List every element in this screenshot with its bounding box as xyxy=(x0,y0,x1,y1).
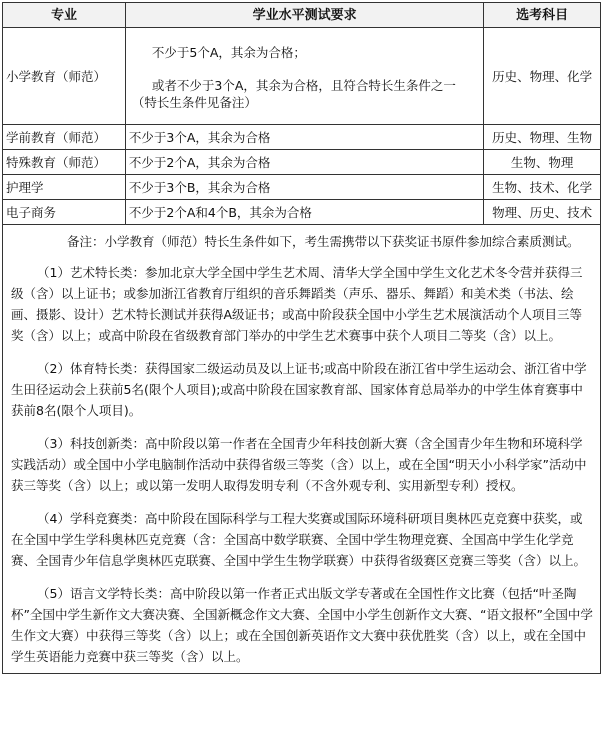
notes-row xyxy=(3,225,601,674)
major-cell: 学前教育（师范） xyxy=(3,125,126,150)
note-item-sports: （2）体育特长类：获得国家二级运动员及以上证书;或高中阶段在浙江省中学生运动会、浙江省中学生田径运动会上获前5名(限个人项目);或高中阶段在国家教育部、国家体育总局举办的中学生体育赛事中获前8名(限个人项目)。 xyxy=(11,361,587,418)
requirement-cell: 不少于2个A，其余为合格 xyxy=(125,150,483,175)
requirement-cell: 不少于2个A和4个B，其余为合格 xyxy=(125,200,483,225)
requirement-cell: 不少于3个A，其余为合格 xyxy=(125,125,483,150)
major-cell: 特殊教育（师范） xyxy=(3,150,126,175)
notes-cell xyxy=(3,225,601,674)
table-row xyxy=(3,150,601,175)
header-subjects: 选考科目 xyxy=(484,3,601,28)
major-cell: 电子商务 xyxy=(3,200,126,225)
note-item-science: （3）科技创新类：高中阶段以第一作者在全国青少年科技创新大赛（含全国青少年生物和环境科学实践活动）或全国中小学电脑制作活动中获得省级三等奖（含）以上，或在全国“明天小小科学家”活动中获三等奖（含）以上；或以第一发明人取得发明专利（不含外观专利、实用新型专利）授权。 xyxy=(11,436,587,493)
subjects-cell: 历史、物理、化学 xyxy=(484,28,601,125)
requirement-cell: 不少于3个B，其余为合格 xyxy=(125,175,483,200)
subjects-cell: 历史、物理、生物 xyxy=(484,125,601,150)
major-cell: 小学教育（师范） xyxy=(3,28,126,125)
requirement-cell xyxy=(125,28,483,125)
header-major: 专业 xyxy=(3,3,126,28)
table-row xyxy=(3,200,601,225)
table-row xyxy=(3,28,601,125)
note-item-art: （1）艺术特长类：参加北京大学全国中学生艺术周、清华大学全国中学生文化艺术冬令营并获得三级（含）以上证书；或参加浙江省教育厅组织的音乐舞蹈类（声乐、器乐、舞蹈）和美术类（书法、绘画、摄影、设计）艺术特长测试并获得A级证书；或高中阶段获全国中小学生艺术展演活动个人项目三等奖（含）以上；或高中阶段在省级教育部门举办的中学生艺术赛事中获个人项目二等奖（含）以上。 xyxy=(11,265,583,343)
subjects-cell: 生物、物理 xyxy=(484,150,601,175)
table-header-row xyxy=(3,3,601,28)
notes-intro: 备注：小学教育（师范）特长生条件如下，考生需携带以下获奖证书原件参加综合素质测试。 xyxy=(67,234,580,249)
table-row xyxy=(3,175,601,200)
note-item-competition: （4）学科竞赛类：高中阶段在国际科学与工程大奖赛或国际环境科研项目奥林匹克竞赛中获奖，或在全国中学生学科奥林匹克竞赛（含：全国高中数学联赛、全国中学生物理竞赛、全国高中学生化学竞赛、全国青少年信息学奥林匹克联赛、全国中学生生物学联赛）中获得省级赛区竞赛三等奖（含）以上。 xyxy=(11,511,587,568)
note-item-literature: （5）语言文学特长类：高中阶段以第一作者正式出版文学专著或在全国性作文比赛（包括“叶圣陶杯”全国中学生新作文大赛决赛、全国新概念作文大赛、全国中小学生创新作文大赛、“语文报杯”全国中学生作文大赛）中获得三等奖（含）以上；或在全国创新英语作文大赛中获优胜奖（含）以上，或在全国中学生英语能力竞赛中获三等奖（含）以上。 xyxy=(11,586,593,664)
requirement-line: 或者不少于3个A，其余为合格，且符合特长生条件之一（特长生条件见备注） xyxy=(131,77,456,110)
header-requirement: 学业水平测试要求 xyxy=(125,3,483,28)
subjects-cell: 生物、技术、化学 xyxy=(484,175,601,200)
table-row xyxy=(3,125,601,150)
major-cell: 护理学 xyxy=(3,175,126,200)
subjects-cell: 物理、历史、技术 xyxy=(484,200,601,225)
admission-requirements-table xyxy=(2,2,601,674)
requirement-line: 不少于5个A，其余为合格； xyxy=(151,44,306,60)
